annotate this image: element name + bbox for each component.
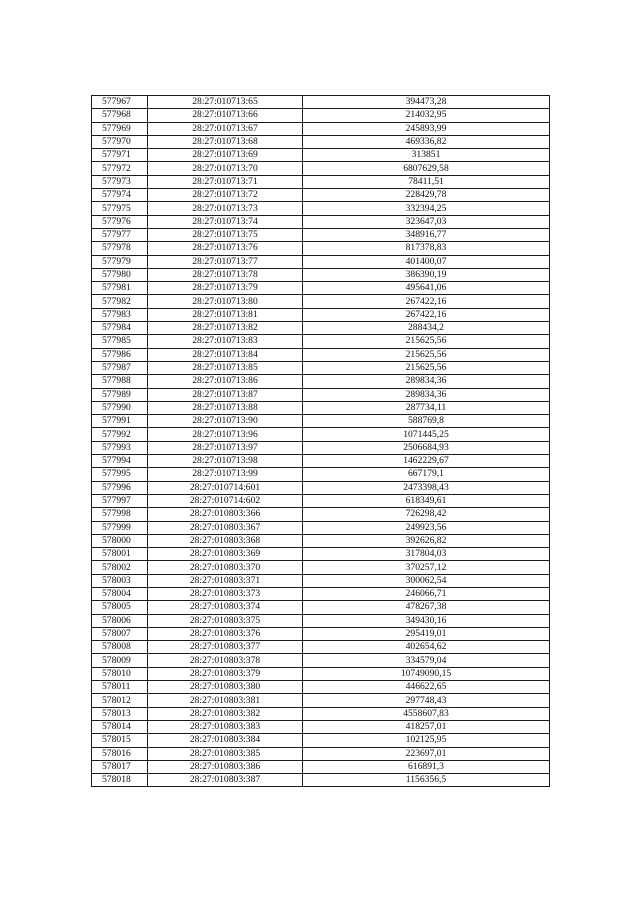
table-row: [92, 308, 550, 321]
table-row: [92, 774, 550, 787]
cadastral-number-cell: 28:27:010803:385: [148, 747, 303, 760]
cadastral-number-cell: 28:27:010713:67: [148, 122, 303, 135]
cadastral-number-cell: 28:27:010713:76: [148, 242, 303, 255]
table-row: [92, 96, 550, 109]
value-cell: 313851: [303, 149, 550, 162]
row-number-cell: 578006: [92, 614, 148, 627]
value-cell: 297748,43: [303, 694, 550, 707]
cadastral-number-cell: 28:27:010803:380: [148, 681, 303, 694]
row-number-cell: 577984: [92, 322, 148, 335]
row-number-cell: 577970: [92, 135, 148, 148]
table-row: [92, 734, 550, 747]
row-number-cell: 578001: [92, 548, 148, 561]
table-row: [92, 641, 550, 654]
row-number-cell: 577999: [92, 521, 148, 534]
row-number-cell: 577968: [92, 109, 148, 122]
cadastral-number-cell: 28:27:010713:99: [148, 468, 303, 481]
cadastral-number-cell: 28:27:010713:90: [148, 415, 303, 428]
row-number-cell: 578000: [92, 534, 148, 547]
table-row: [92, 481, 550, 494]
table-row: [92, 747, 550, 760]
row-number-cell: 578007: [92, 627, 148, 640]
table-row: [92, 508, 550, 521]
cadastral-number-cell: 28:27:010803:367: [148, 521, 303, 534]
value-cell: 287734,11: [303, 401, 550, 414]
cadastral-number-cell: 28:27:010713:87: [148, 388, 303, 401]
cadastral-number-cell: 28:27:010713:79: [148, 282, 303, 295]
cadastral-number-cell: 28:27:010713:82: [148, 322, 303, 335]
value-cell: 245893,99: [303, 122, 550, 135]
cadastral-value-table: [91, 95, 550, 787]
table-row: [92, 534, 550, 547]
row-number-cell: 577973: [92, 175, 148, 188]
value-cell: 215625,56: [303, 335, 550, 348]
value-cell: 348916,77: [303, 228, 550, 241]
table-row: [92, 135, 550, 148]
cadastral-number-cell: 28:27:010713:70: [148, 162, 303, 175]
row-number-cell: 577987: [92, 361, 148, 374]
value-cell: 334579,04: [303, 654, 550, 667]
cadastral-number-cell: 28:27:010713:77: [148, 255, 303, 268]
cadastral-number-cell: 28:27:010713:83: [148, 335, 303, 348]
table-row: [92, 455, 550, 468]
row-number-cell: 578002: [92, 561, 148, 574]
table-row: [92, 760, 550, 773]
row-number-cell: 578017: [92, 760, 148, 773]
cadastral-number-cell: 28:27:010713:88: [148, 401, 303, 414]
cadastral-number-cell: 28:27:010803:381: [148, 694, 303, 707]
value-cell: 446622,65: [303, 681, 550, 694]
row-number-cell: 578012: [92, 694, 148, 707]
row-number-cell: 577980: [92, 268, 148, 281]
value-cell: 469336,82: [303, 135, 550, 148]
value-cell: 223697,01: [303, 747, 550, 760]
table-row: [92, 388, 550, 401]
row-number-cell: 577989: [92, 388, 148, 401]
table-row: [92, 282, 550, 295]
value-cell: 78411,51: [303, 175, 550, 188]
row-number-cell: 578009: [92, 654, 148, 667]
table-row: [92, 401, 550, 414]
cadastral-number-cell: 28:27:010803:374: [148, 601, 303, 614]
value-cell: 401400,07: [303, 255, 550, 268]
table-row: [92, 441, 550, 454]
row-number-cell: 577988: [92, 375, 148, 388]
cadastral-number-cell: 28:27:010713:96: [148, 428, 303, 441]
value-cell: 228429,78: [303, 189, 550, 202]
table-row: [92, 202, 550, 215]
cadastral-number-cell: 28:27:010803:371: [148, 574, 303, 587]
table-row: [92, 587, 550, 600]
row-number-cell: 577977: [92, 228, 148, 241]
value-cell: 246066,71: [303, 587, 550, 600]
table-row: [92, 375, 550, 388]
cadastral-number-cell: 28:27:010803:373: [148, 587, 303, 600]
cadastral-number-cell: 28:27:010803:379: [148, 667, 303, 680]
value-cell: 588769,8: [303, 415, 550, 428]
value-cell: 478267,38: [303, 601, 550, 614]
row-number-cell: 578014: [92, 720, 148, 733]
value-cell: 817378,83: [303, 242, 550, 255]
row-number-cell: 577967: [92, 96, 148, 109]
cadastral-number-cell: 28:27:010713:68: [148, 135, 303, 148]
cadastral-number-cell: 28:27:010713:80: [148, 295, 303, 308]
value-cell: 616891,3: [303, 760, 550, 773]
row-number-cell: 578008: [92, 641, 148, 654]
table-row: [92, 694, 550, 707]
cadastral-number-cell: 28:27:010713:66: [148, 109, 303, 122]
value-cell: 214032,95: [303, 109, 550, 122]
cadastral-number-cell: 28:27:010803:384: [148, 734, 303, 747]
cadastral-number-cell: 28:27:010713:71: [148, 175, 303, 188]
table-row: [92, 162, 550, 175]
row-number-cell: 577993: [92, 441, 148, 454]
row-number-cell: 577990: [92, 401, 148, 414]
value-cell: 726298,42: [303, 508, 550, 521]
cadastral-number-cell: 28:27:010714:601: [148, 481, 303, 494]
row-number-cell: 577975: [92, 202, 148, 215]
value-cell: 4558607,83: [303, 707, 550, 720]
row-number-cell: 577997: [92, 494, 148, 507]
table-row: [92, 361, 550, 374]
cadastral-number-cell: 28:27:010803:375: [148, 614, 303, 627]
cadastral-number-cell: 28:27:010713:81: [148, 308, 303, 321]
cadastral-number-cell: 28:27:010803:386: [148, 760, 303, 773]
table-row: [92, 228, 550, 241]
table-row: [92, 654, 550, 667]
value-cell: 1462229,67: [303, 455, 550, 468]
table-row: [92, 122, 550, 135]
value-cell: 1156356,5: [303, 774, 550, 787]
row-number-cell: 578010: [92, 667, 148, 680]
row-number-cell: 577974: [92, 189, 148, 202]
table-row: [92, 149, 550, 162]
table-row: [92, 215, 550, 228]
value-cell: 267422,16: [303, 308, 550, 321]
row-number-cell: 578013: [92, 707, 148, 720]
cadastral-number-cell: 28:27:010803:368: [148, 534, 303, 547]
table-row: [92, 348, 550, 361]
table-row: [92, 614, 550, 627]
cadastral-number-cell: 28:27:010713:74: [148, 215, 303, 228]
cadastral-number-cell: 28:27:010713:98: [148, 455, 303, 468]
cadastral-number-cell: 28:27:010803:387: [148, 774, 303, 787]
value-cell: 332394,25: [303, 202, 550, 215]
value-cell: 6807629,58: [303, 162, 550, 175]
value-cell: 289834,36: [303, 375, 550, 388]
cadastral-number-cell: 28:27:010803:376: [148, 627, 303, 640]
cadastral-number-cell: 28:27:010713:72: [148, 189, 303, 202]
value-cell: 267422,16: [303, 295, 550, 308]
table-row: [92, 175, 550, 188]
cadastral-number-cell: 28:27:010803:366: [148, 508, 303, 521]
value-cell: 10749090,15: [303, 667, 550, 680]
cadastral-number-cell: 28:27:010713:78: [148, 268, 303, 281]
row-number-cell: 577992: [92, 428, 148, 441]
value-cell: 249923,56: [303, 521, 550, 534]
value-cell: 295419,01: [303, 627, 550, 640]
row-number-cell: 577994: [92, 455, 148, 468]
table-row: [92, 255, 550, 268]
row-number-cell: 578003: [92, 574, 148, 587]
table-row: [92, 521, 550, 534]
row-number-cell: 578005: [92, 601, 148, 614]
row-number-cell: 578011: [92, 681, 148, 694]
value-cell: 392626,82: [303, 534, 550, 547]
value-cell: 418257,01: [303, 720, 550, 733]
table-row: [92, 109, 550, 122]
table-row: [92, 548, 550, 561]
value-cell: 102125,95: [303, 734, 550, 747]
row-number-cell: 578016: [92, 747, 148, 760]
cadastral-number-cell: 28:27:010803:383: [148, 720, 303, 733]
cadastral-number-cell: 28:27:010713:84: [148, 348, 303, 361]
table-row: [92, 428, 550, 441]
row-number-cell: 577998: [92, 508, 148, 521]
row-number-cell: 577996: [92, 481, 148, 494]
value-cell: 402654,62: [303, 641, 550, 654]
row-number-cell: 577982: [92, 295, 148, 308]
value-cell: 495641,06: [303, 282, 550, 295]
value-cell: 394473,28: [303, 96, 550, 109]
table-row: [92, 415, 550, 428]
table-row: [92, 295, 550, 308]
cadastral-number-cell: 28:27:010713:73: [148, 202, 303, 215]
table-row: [92, 707, 550, 720]
row-number-cell: 578018: [92, 774, 148, 787]
value-cell: 2473398,43: [303, 481, 550, 494]
row-number-cell: 577976: [92, 215, 148, 228]
cadastral-number-cell: 28:27:010803:377: [148, 641, 303, 654]
row-number-cell: 577971: [92, 149, 148, 162]
table-row: [92, 561, 550, 574]
value-cell: 618349,61: [303, 494, 550, 507]
row-number-cell: 578004: [92, 587, 148, 600]
value-cell: 2506684,93: [303, 441, 550, 454]
row-number-cell: 577972: [92, 162, 148, 175]
value-cell: 215625,56: [303, 348, 550, 361]
cadastral-number-cell: 28:27:010714:602: [148, 494, 303, 507]
cadastral-number-cell: 28:27:010713:69: [148, 149, 303, 162]
cadastral-number-cell: 28:27:010713:85: [148, 361, 303, 374]
value-cell: 323647,03: [303, 215, 550, 228]
table-row: [92, 627, 550, 640]
value-cell: 317804,03: [303, 548, 550, 561]
row-number-cell: 577979: [92, 255, 148, 268]
row-number-cell: 577981: [92, 282, 148, 295]
row-number-cell: 577986: [92, 348, 148, 361]
value-cell: 288434,2: [303, 322, 550, 335]
table-row: [92, 189, 550, 202]
cadastral-number-cell: 28:27:010713:65: [148, 96, 303, 109]
value-cell: 370257,12: [303, 561, 550, 574]
row-number-cell: 577978: [92, 242, 148, 255]
row-number-cell: 577969: [92, 122, 148, 135]
table-row: [92, 242, 550, 255]
table-row: [92, 335, 550, 348]
cadastral-number-cell: 28:27:010803:378: [148, 654, 303, 667]
row-number-cell: 577985: [92, 335, 148, 348]
table-row: [92, 322, 550, 335]
value-cell: 386390,19: [303, 268, 550, 281]
table-row: [92, 494, 550, 507]
table-body: [92, 96, 550, 787]
value-cell: 300062,54: [303, 574, 550, 587]
table-row: [92, 667, 550, 680]
cadastral-number-cell: 28:27:010713:75: [148, 228, 303, 241]
table-row: [92, 574, 550, 587]
row-number-cell: 578015: [92, 734, 148, 747]
row-number-cell: 577995: [92, 468, 148, 481]
cadastral-number-cell: 28:27:010713:97: [148, 441, 303, 454]
value-cell: 215625,56: [303, 361, 550, 374]
value-cell: 349430,16: [303, 614, 550, 627]
value-cell: 1071445,25: [303, 428, 550, 441]
cadastral-number-cell: 28:27:010803:370: [148, 561, 303, 574]
cadastral-number-cell: 28:27:010713:86: [148, 375, 303, 388]
row-number-cell: 577991: [92, 415, 148, 428]
cadastral-number-cell: 28:27:010803:369: [148, 548, 303, 561]
value-cell: 289834,36: [303, 388, 550, 401]
table-row: [92, 468, 550, 481]
row-number-cell: 577983: [92, 308, 148, 321]
table-row: [92, 268, 550, 281]
table-row: [92, 681, 550, 694]
cadastral-number-cell: 28:27:010803:382: [148, 707, 303, 720]
value-cell: 667179,1: [303, 468, 550, 481]
table-row: [92, 601, 550, 614]
table-row: [92, 720, 550, 733]
